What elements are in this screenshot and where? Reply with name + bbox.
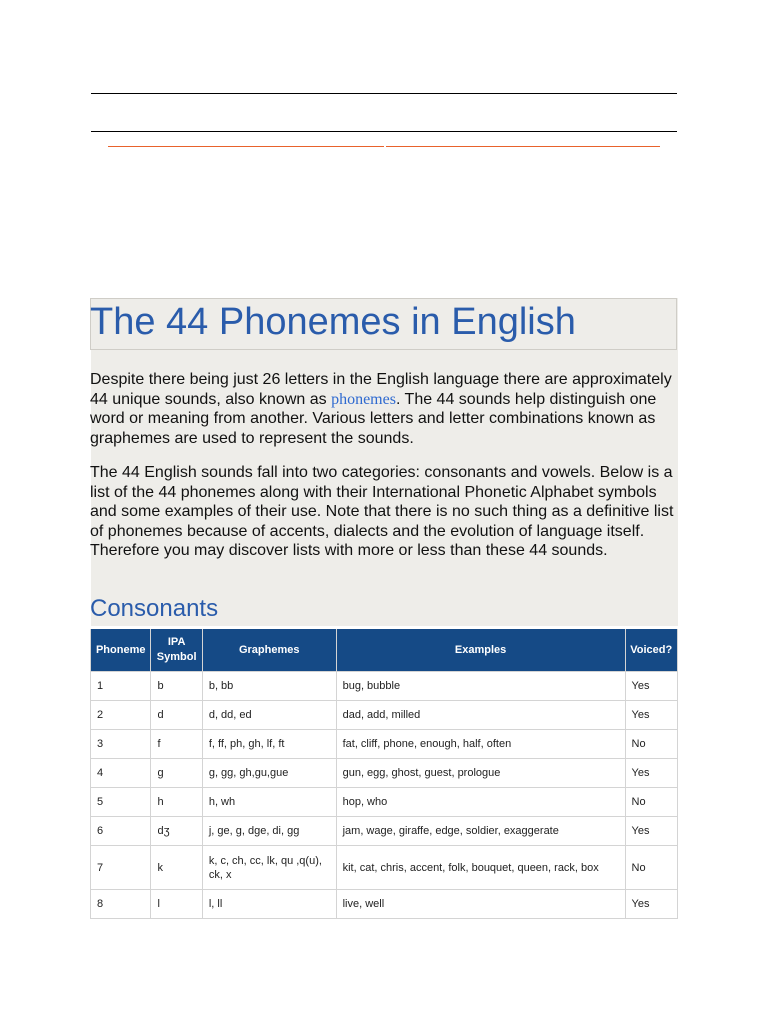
intro-paragraph: [90, 370, 678, 448]
cell-examples: fat, cliff, phone, enough, half, often: [336, 730, 625, 759]
cell-phoneme: 4: [91, 759, 151, 788]
cell-graphemes: g, gg, gh,gu,gue: [202, 759, 336, 788]
cell-phoneme: 3: [91, 730, 151, 759]
cell-phoneme: 7: [91, 846, 151, 890]
top-rule: [91, 93, 677, 94]
cell-examples: bug, bubble: [336, 672, 625, 701]
table-row: [91, 788, 678, 817]
header-examples: Examples: [336, 629, 625, 672]
cell-voiced: Yes: [625, 817, 677, 846]
cell-graphemes: f, ff, ph, gh, lf, ft: [202, 730, 336, 759]
table-row: [91, 701, 678, 730]
header-graphemes: Graphemes: [202, 629, 336, 672]
cell-voiced: No: [625, 846, 677, 890]
cell-examples: dad, add, milled: [336, 701, 625, 730]
cell-ipa: dʒ: [151, 817, 202, 846]
table-row: [91, 890, 678, 919]
cell-examples: jam, wage, giraffe, edge, soldier, exaggerate: [336, 817, 625, 846]
cell-voiced: Yes: [625, 701, 677, 730]
cell-graphemes: h, wh: [202, 788, 336, 817]
table-row: [91, 730, 678, 759]
cell-ipa: l: [151, 890, 202, 919]
cell-graphemes: d, dd, ed: [202, 701, 336, 730]
cell-examples: gun, egg, ghost, guest, prologue: [336, 759, 625, 788]
phonemes-link[interactable]: phonemes: [331, 390, 396, 408]
categories-paragraph: The 44 English sounds fall into two categories: consonants and vowels. Below is a list of the 44 phonemes along with their International Phonetic Alphabet symbols and some examples of their use. Note that there is no such thing as a definitive list of phonemes because of accents, dialects and the evolution of language itself. Therefore you may discover lists with more or less than these 44 sounds.: [90, 464, 674, 560]
table-row: [91, 672, 678, 701]
table-row: [91, 759, 678, 788]
cell-graphemes: k, c, ch, cc, lk, qu ,q(u), ck, x: [202, 846, 336, 890]
intro-text-before: Despite there being just 26 letters in the English language there are approximately 44 unique sounds, also known as: [90, 371, 672, 408]
cell-ipa: k: [151, 846, 202, 890]
cell-phoneme: 1: [91, 672, 151, 701]
cell-examples: kit, cat, chris, accent, folk, bouquet, queen, rack, box: [336, 846, 625, 890]
page-title: The 44 Phonemes in English: [90, 301, 576, 343]
table-row: [91, 817, 678, 846]
cell-ipa: f: [151, 730, 202, 759]
consonants-table: [90, 629, 678, 919]
cell-graphemes: b, bb: [202, 672, 336, 701]
cell-voiced: Yes: [625, 759, 677, 788]
header-phoneme: Phoneme: [91, 629, 151, 672]
header-ipa-symbol: IPA Symbol: [151, 629, 202, 672]
cell-voiced: Yes: [625, 672, 677, 701]
table-header-row: [91, 629, 678, 672]
cell-phoneme: 8: [91, 890, 151, 919]
cell-phoneme: 2: [91, 701, 151, 730]
cell-phoneme: 5: [91, 788, 151, 817]
cell-ipa: g: [151, 759, 202, 788]
header-voiced: Voiced?: [625, 629, 677, 672]
cell-voiced: No: [625, 788, 677, 817]
cell-examples: hop, who: [336, 788, 625, 817]
cell-ipa: h: [151, 788, 202, 817]
orange-rule-right: [386, 146, 660, 147]
consonants-heading: Consonants: [90, 595, 219, 622]
cell-ipa: b: [151, 672, 202, 701]
second-rule: [91, 131, 677, 132]
cell-graphemes: j, ge, g, dge, di, gg: [202, 817, 336, 846]
table-row: [91, 846, 678, 890]
cell-graphemes: l, ll: [202, 890, 336, 919]
cell-phoneme: 6: [91, 817, 151, 846]
cell-voiced: No: [625, 730, 677, 759]
cell-ipa: d: [151, 701, 202, 730]
orange-rule-left: [108, 146, 384, 147]
intro-text-after: . The 44 sounds help distinguish one word or meaning from another. Various letters and letter combinations known as graphemes are used to represent the sounds.: [90, 390, 657, 447]
cell-voiced: Yes: [625, 890, 677, 919]
cell-examples: live, well: [336, 890, 625, 919]
